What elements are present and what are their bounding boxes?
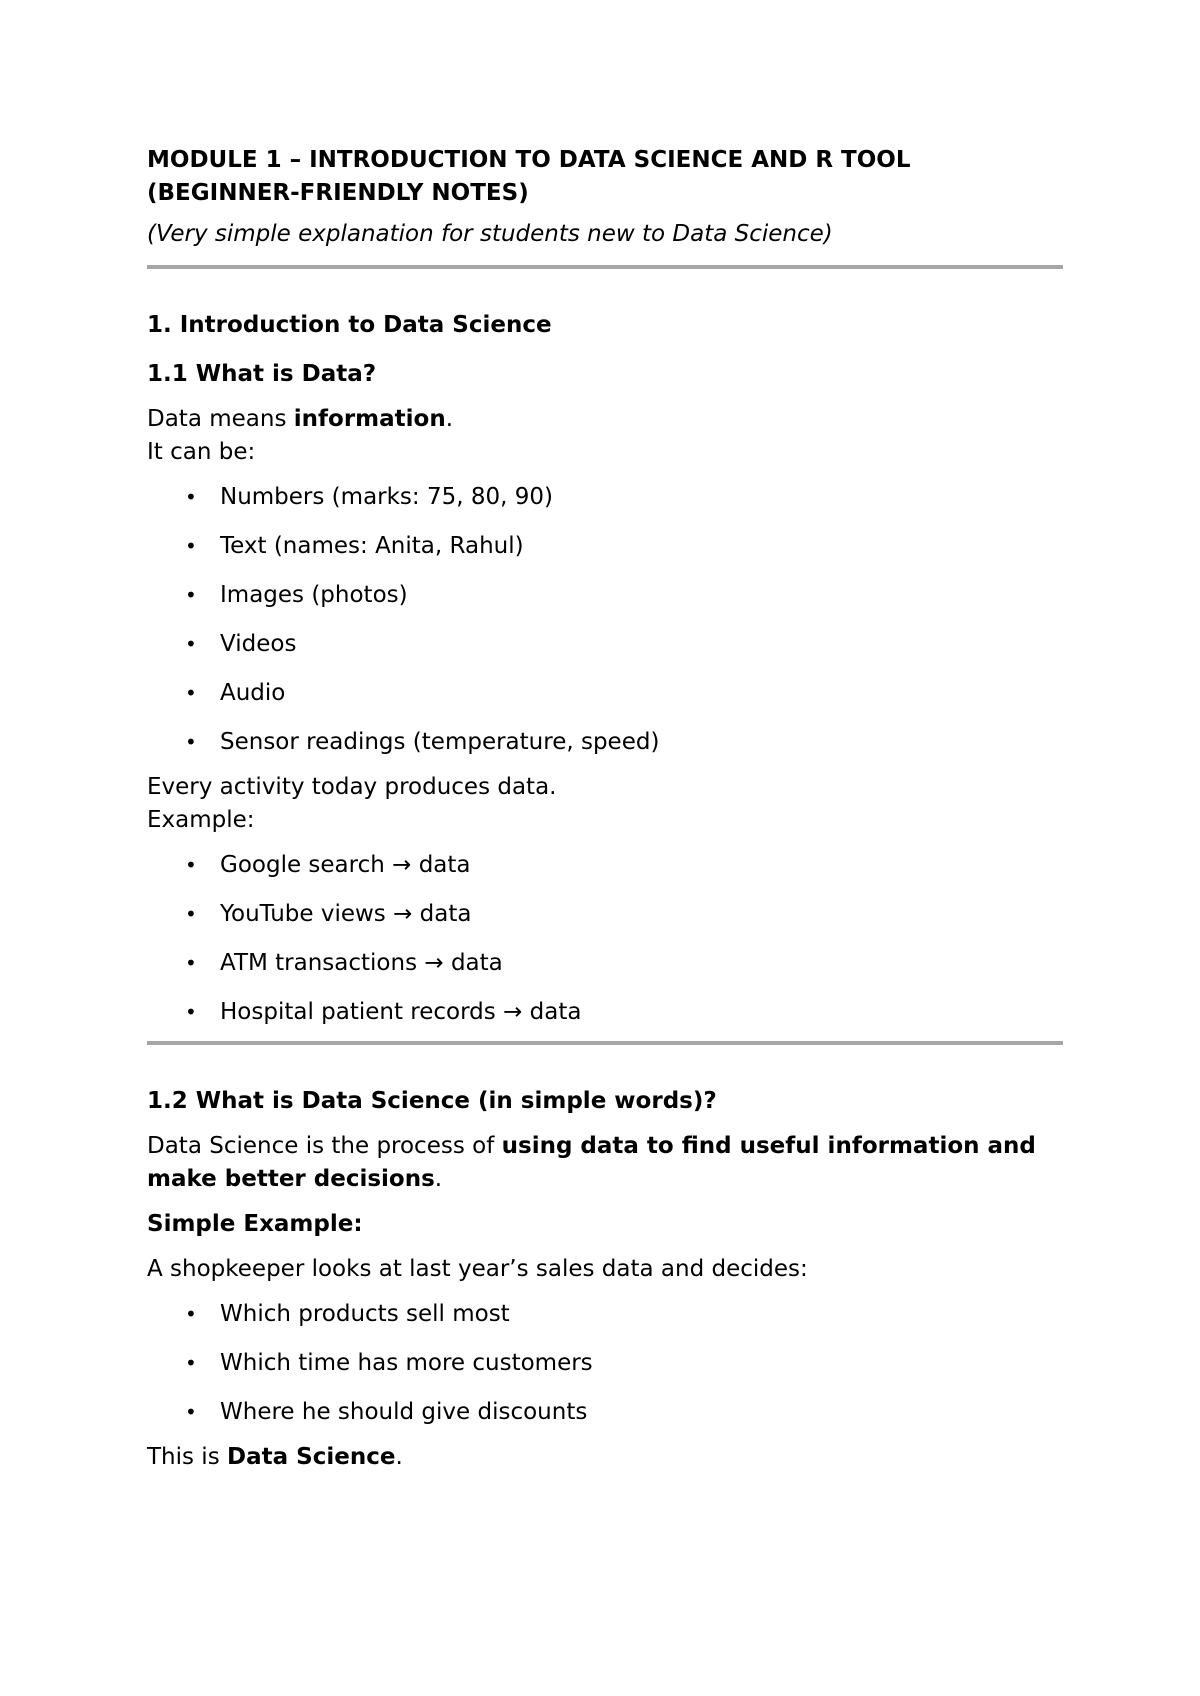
- bullet-icon: •: [185, 1000, 197, 1024]
- data-science-definition-bold: using data to find useful information and make better decisions: [147, 1133, 1036, 1192]
- data-science-definition-post: .: [434, 1166, 443, 1192]
- bullet-icon: •: [185, 1400, 197, 1424]
- list-item: [147, 677, 1063, 710]
- subsection-heading-what-is-data-science: 1.2 What is Data Science (in simple words)?: [147, 1088, 717, 1114]
- list-item: [147, 530, 1063, 563]
- list-item-text: YouTube views → data: [220, 901, 472, 927]
- list-item: [147, 579, 1063, 612]
- document-title-line1: MODULE 1 – INTRODUCTION TO DATA SCIENCE AND R TOOL: [147, 147, 911, 173]
- data-definition-bold: information: [293, 406, 446, 432]
- list-item: [147, 898, 1063, 931]
- document-title: [147, 144, 1063, 210]
- list-item-text: Google search → data: [220, 852, 471, 878]
- list-item-text: Numbers (marks: 75, 80, 90): [220, 484, 553, 510]
- closing-pre: This is: [147, 1444, 227, 1470]
- list-item: [147, 1396, 1063, 1429]
- data-examples-list: [147, 849, 1063, 1029]
- activity-example-label: Example:: [147, 807, 255, 833]
- data-kinds-list: [147, 481, 1063, 759]
- divider-top: [147, 265, 1063, 269]
- bullet-icon: •: [185, 853, 197, 877]
- list-item: [147, 1347, 1063, 1380]
- data-definition-pre: Data means: [147, 406, 294, 432]
- list-item: [147, 849, 1063, 882]
- list-item-text: Which time has more customers: [220, 1350, 593, 1376]
- document-page: [147, 128, 1063, 1474]
- bullet-icon: •: [185, 485, 197, 509]
- closing-statement: [147, 1441, 1063, 1474]
- data-definition-post: .: [445, 406, 454, 432]
- bullet-icon: •: [185, 583, 197, 607]
- bullet-icon: •: [185, 1302, 197, 1326]
- list-item-text: Hospital patient records → data: [220, 999, 582, 1025]
- list-item: [147, 628, 1063, 661]
- list-item-text: Text (names: Anita, Rahul): [220, 533, 524, 559]
- list-item-text: Which products sell most: [220, 1301, 510, 1327]
- simple-example-heading: [147, 1208, 1063, 1241]
- list-item: [147, 996, 1063, 1029]
- list-item: [147, 1298, 1063, 1331]
- bullet-icon: •: [185, 632, 197, 656]
- list-item-text: Videos: [220, 631, 297, 657]
- list-item-text: Images (photos): [220, 582, 408, 608]
- list-item: [147, 726, 1063, 759]
- simple-example-heading-text: Simple Example:: [147, 1211, 363, 1237]
- data-science-definition-pre: Data Science is the process of: [147, 1133, 502, 1159]
- list-item-text: Where he should give discounts: [220, 1399, 588, 1425]
- list-item-text: Sensor readings (temperature, speed): [220, 729, 660, 755]
- bullet-icon: •: [185, 951, 197, 975]
- divider-middle: [147, 1041, 1063, 1045]
- shopkeeper-decisions-list: [147, 1298, 1063, 1429]
- subsection-heading-what-is-data: 1.1 What is Data?: [147, 361, 377, 387]
- closing-post: .: [395, 1444, 403, 1470]
- list-item-text: ATM transactions → data: [220, 950, 503, 976]
- document-title-line2: (BEGINNER-FRIENDLY NOTES): [147, 180, 529, 206]
- bullet-icon: •: [185, 534, 197, 558]
- closing-bold: Data Science: [227, 1444, 396, 1470]
- data-kinds-intro: It can be:: [147, 439, 256, 465]
- data-definition: [147, 403, 1063, 436]
- shopkeeper-intro: A shopkeeper looks at last year’s sales data and decides:: [147, 1256, 808, 1282]
- list-item: [147, 947, 1063, 980]
- list-item-text: Audio: [220, 680, 286, 706]
- section-heading-intro: 1. Introduction to Data Science: [147, 312, 552, 338]
- bullet-icon: •: [185, 1351, 197, 1375]
- bullet-icon: •: [185, 902, 197, 926]
- data-science-definition: [147, 1130, 1063, 1196]
- bullet-icon: •: [185, 681, 197, 705]
- list-item: [147, 481, 1063, 514]
- activity-statement: Every activity today produces data.: [147, 774, 557, 800]
- document-subtitle: (Very simple explanation for students new to Data Science): [147, 221, 833, 247]
- bullet-icon: •: [185, 730, 197, 754]
